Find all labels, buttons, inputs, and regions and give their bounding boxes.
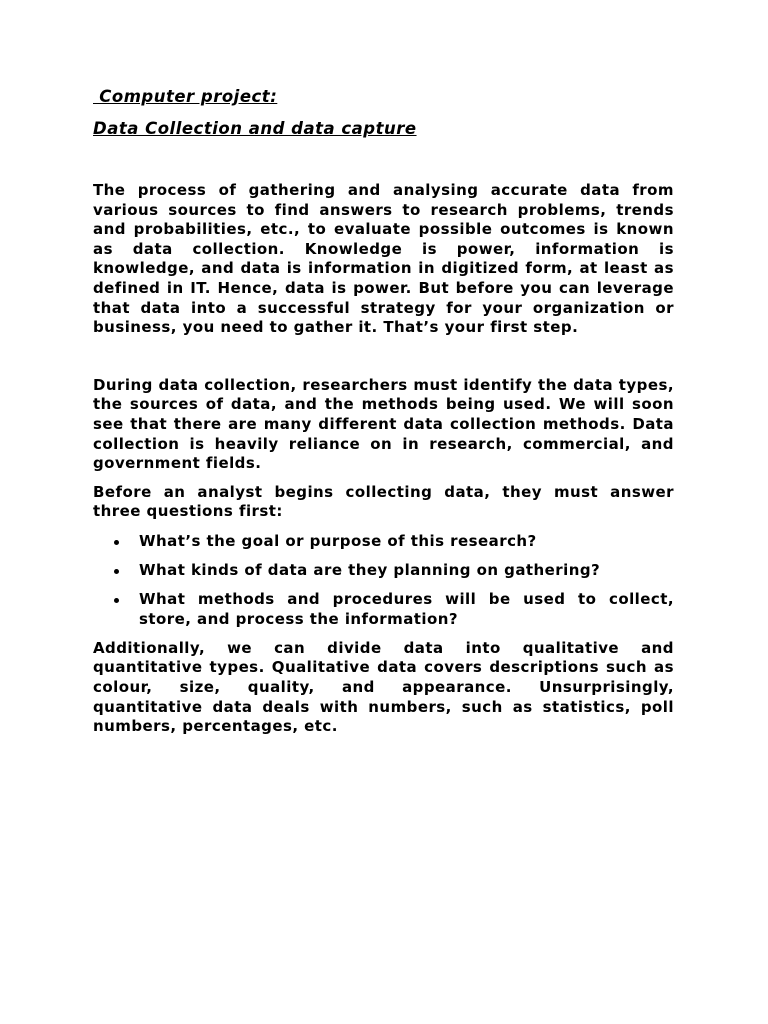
paragraph-intro: The process of gathering and analysing accurate data from various sources to find answers to research problems, trends and probabilities, etc., to evaluate possible outcomes is known as data collection. Knowledge is power, information is knowledge, and data is information in digitized form, at least as defined in IT. Hence, data is power. But before you can leverage that data into a successful strategy for your organization or business, you need to gather it. That’s your first step. [93, 181, 674, 337]
questions-list [93, 532, 674, 629]
paragraph-data-types: Additionally, we can divide data into qualitative and quantitative types. Qualitative data covers descriptions such as colour, size, quality, and appearance. Unsurprisingly, quantitative data deals with numbers, such as statistics, poll numbers, percentages, etc. [93, 638, 674, 736]
bullet-icon [114, 540, 119, 545]
list-item-text: What methods and procedures will be used to collect, store, and process the information? [139, 590, 674, 628]
paragraph-questions-intro: Before an analyst begins collecting data, they must answer three questions first: [93, 482, 674, 521]
list-item-text: What’s the goal or purpose of this research? [139, 531, 537, 550]
bullet-icon [114, 598, 119, 603]
list-item [93, 532, 674, 552]
document-page [93, 86, 674, 737]
document-title: Data Collection and data capture [93, 119, 417, 138]
list-item [93, 590, 674, 629]
paragraph-data-collection: During data collection, researchers must identify the data types, the sources of data, and the methods being used. We will soon see that there are many different data collection methods. Data collection is heavily reliance on in research, commercial, and government fields. [93, 375, 674, 473]
bullet-icon [114, 569, 119, 574]
list-item [93, 561, 674, 581]
document-heading-project: Computer project: [93, 87, 278, 106]
list-item-text: What kinds of data are they planning on gathering? [139, 561, 601, 579]
